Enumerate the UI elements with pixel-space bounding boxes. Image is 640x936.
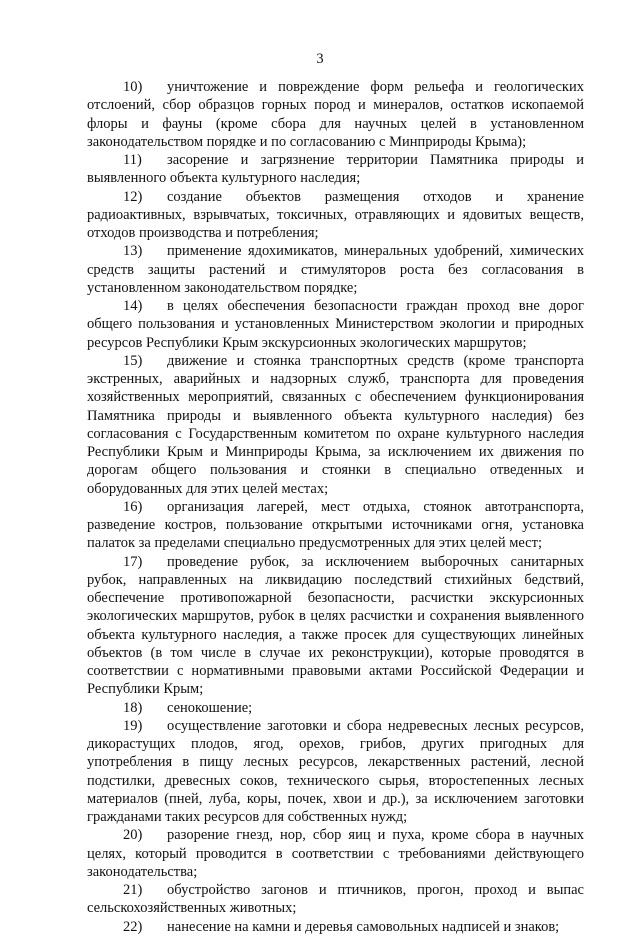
item-text: движение и стоянка транспортных средств (кроме транспорта экстренных, аварийных и надзорных служб, транспорта для проведения хозяйственных мероприятий, связанных с обеспечением функционирования Памятника природы и выявленного объекта культурного наследия) без согласования с Государственным комитетом по охране культурного наследия Республики Крым и Минприроды Крыма, за исключением их движения по дорогам общего пользования и стоянки в специально отведенных и оборудованных для этих целей местах; bbox=[87, 352, 584, 497]
page-number: 3 bbox=[316, 51, 324, 67]
list-item-12 bbox=[87, 188, 584, 243]
item-text: создание объектов размещения отходов и хранение радиоактивных, взрывчатых, токсичных, отравляющих и ядовитых веществ, отходов производства и потребления; bbox=[87, 188, 584, 241]
item-text: организация лагерей, мест отдыха, стоянок автотранспорта, разведение костров, пользование открытыми источниками огня, установка палаток за пределами специально предусмотренных для этих целей мест; bbox=[87, 498, 584, 552]
item-number: 17) bbox=[123, 553, 143, 570]
list-item-15 bbox=[87, 352, 584, 498]
item-number: 21) bbox=[123, 882, 143, 898]
item-text: применение ядохимикатов, минеральных удобрений, химических средств защиты растений и стимуляторов роста без согласования в установленном законодательством порядке; bbox=[87, 243, 584, 296]
item-text: разорение гнезд, нор, сбор яиц и пуха, кроме сбора в научных целях, который проводится в соответствии с требованиями действующего законодательства; bbox=[87, 827, 584, 880]
list-item-21 bbox=[87, 881, 584, 918]
list-item-22 bbox=[87, 918, 584, 936]
item-text: в целях обеспечения безопасности граждан проход вне дорог общего пользования и установленных Министерством экологии и природных ресурсов Республики Крым экскурсионных экологических маршрутов; bbox=[87, 298, 584, 351]
item-text: проведение рубок, за исключением выборочных санитарных рубок, направленных на ликвидацию последствий стихийных бедствий, обеспечение противопожарной безопасности, расчистки экскурсионных экологических маршрутов, рубок в целях расчистки и сохранения выявленного объекта культурного наследия, а также просек для существующих линейных объектов (в том числе в случае их реконструкции), которые проводятся в соответствии с нормативными правовыми актами Российской Федерации и Республики Крым; bbox=[87, 553, 584, 698]
item-text: уничтожение и повреждение форм рельефа и геологических отслоений, сбор образцов горных пород и минералов, остатков ископаемой флоры и фауны (кроме сбора для научных целей в установленном законодательством порядке и по согласованию с Минприроды Крыма); bbox=[87, 79, 584, 150]
list-item-20 bbox=[87, 826, 584, 881]
document-body bbox=[87, 78, 584, 936]
item-number: 18) bbox=[123, 699, 143, 716]
item-text: осуществление заготовки и сбора недревесных лесных ресурсов, дикорастущих плодов, ягод, орехов, грибов, других пригодных для употребления в пищу лесных ресурсов, лекарственных растений, лесной подстилки, древесных соков, технического сырья, второстепенных лесных материалов (пней, луба, коры, почек, хвои и др.), за исключением заготовки гражданами таких ресурсов для собственных нужд; bbox=[87, 717, 584, 825]
list-item-17 bbox=[87, 553, 584, 699]
item-number: 10) bbox=[123, 79, 143, 95]
list-item-14 bbox=[87, 297, 584, 352]
item-text: сенокошение; bbox=[167, 699, 253, 716]
item-text: засорение и загрязнение территории Памятника природы и выявленного объекта культурного наследия; bbox=[87, 152, 584, 187]
item-number: 20) bbox=[123, 827, 143, 844]
item-number: 14) bbox=[123, 298, 143, 314]
item-number: 19) bbox=[123, 717, 143, 734]
item-number: 16) bbox=[123, 498, 143, 515]
item-text: обустройство загонов и птичников, прогон, проход и выпас сельскохозяйственных животных; bbox=[87, 882, 584, 917]
list-item-13 bbox=[87, 242, 584, 297]
list-item-19 bbox=[87, 717, 584, 827]
item-number: 22) bbox=[123, 918, 143, 935]
item-number: 13) bbox=[123, 243, 143, 260]
item-text: нанесение на камни и деревья самовольных надписей и знаков; bbox=[167, 918, 560, 935]
list-item-10 bbox=[87, 78, 584, 151]
item-number: 15) bbox=[123, 352, 143, 369]
list-item-16 bbox=[87, 498, 584, 553]
item-number: 11) bbox=[123, 152, 142, 168]
item-number: 12) bbox=[123, 188, 143, 205]
list-item-11 bbox=[87, 151, 584, 188]
list-item-18 bbox=[87, 699, 584, 717]
